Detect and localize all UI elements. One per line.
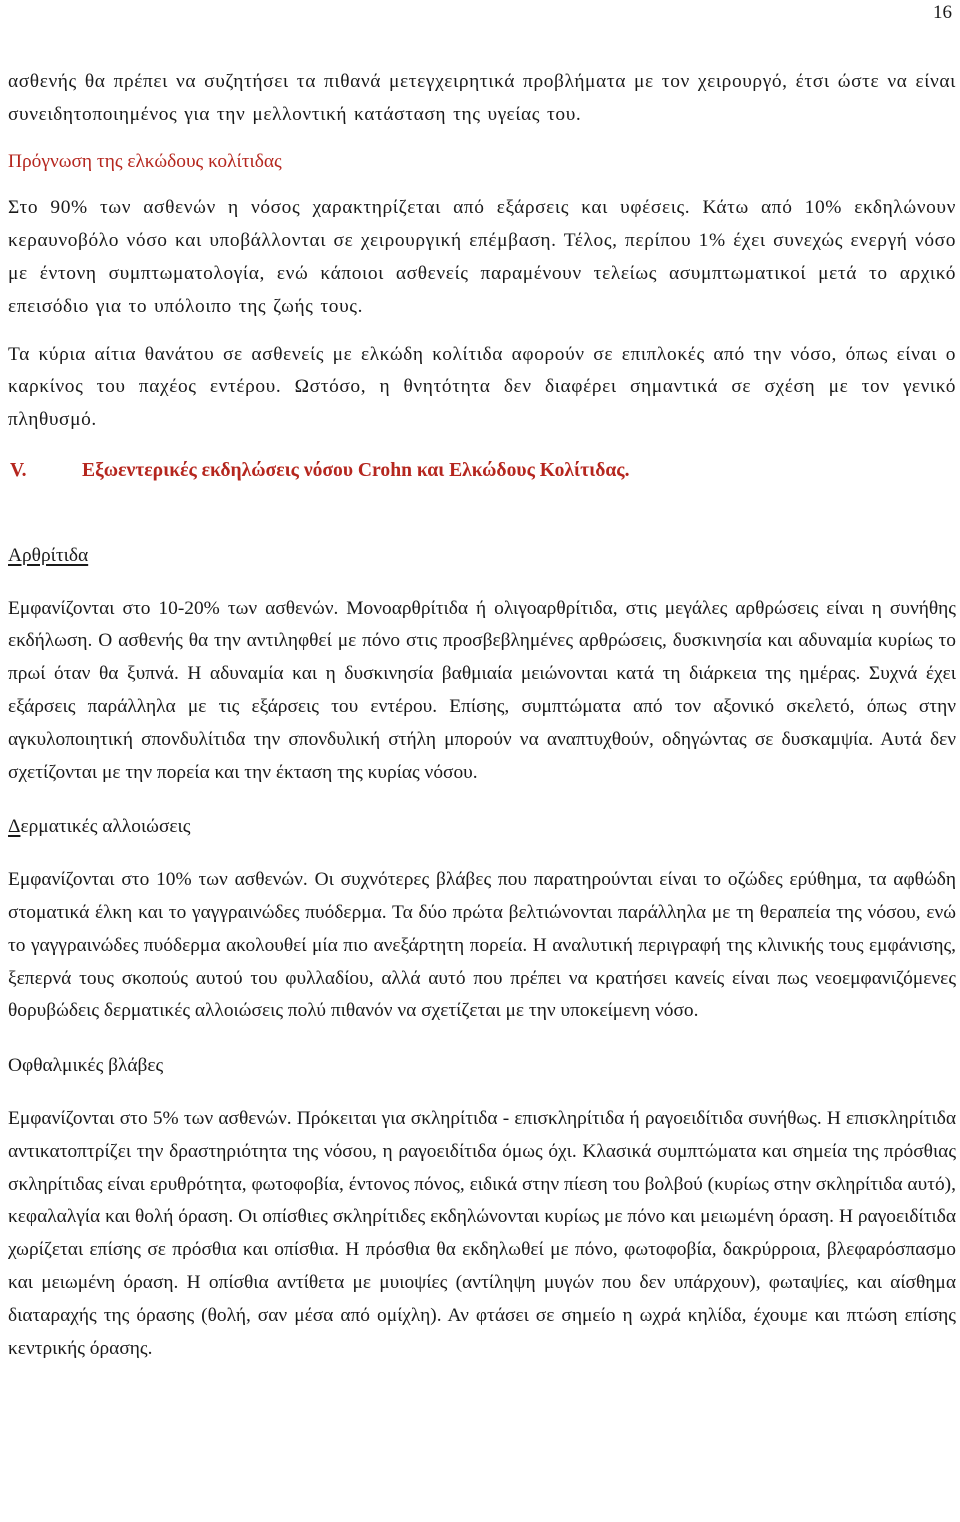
skin-heading	[8, 811, 956, 844]
document-body	[8, 66, 956, 1365]
paragraph-gap	[8, 1028, 956, 1050]
page-number: 16	[933, 2, 952, 23]
prognosis-paragraph-2: Τα κύρια αίτια θανάτου σε ασθενείς με ελκώδη κολίτιδα αφορούν σε επιπλοκές από την νόσο, όπως είναι ο καρκίνος του παχέος εντέρου. Ωστόσο, η θνητότητα δεν διαφέρει σημαντικά σε σχέση με τον γενικό πληθυσμό.	[8, 343, 956, 431]
intro-paragraph: ασθενής θα πρέπει να συζητήσει τα πιθανά μετεγχειρητικά προβλήματα με τον χειρουργό, έτσι ώστε να είναι συνειδητοποιημένος για την μελλοντική κατάσταση της υγείας του.	[8, 71, 956, 125]
arthritis-heading	[8, 540, 956, 573]
eye-paragraph: Εμφανίζονται στο 5% των ασθενών. Πρόκειται για σκληρίτιδα - επισκληρίτιδα ή ραγοειδίτιδα συνήθως. Η επισκληρίτιδα αντικατοπτρίζει την δραστηριότητα της νόσου, η ραγοειδίτιδα όμως όχι. Κλασικά συμπτώματα και σημεία της πρόσθιας σκληρίτιδας είναι ερυθρότητα, φωτοφοβία, έντονος πόνος, ειδικά στην πίεση του βολβού (κυρίως στην σκληρίτιδα αυτό), κεφαλαλγία και θολή όραση. Οι οπίσθιες σκληρίτιδες εκδηλώνονται κυρίως με πόνο και μειωμένη όραση. Η ραγοειδίτιδα χωρίζεται επίσης σε πρόσθια και οπίσθια. Η πρόσθια θα εκδηλωθεί με πόνο, φωτοφοβία, δακρύρροια, βλεφαρόσπασμο και μειωμένη όραση. Η οπίσθια αντίθετα με μυιοψίες (αντίληψη μυγών που δεν υπάρχουν), φωταψίες, και αίσθημα διαταραχής της όρασης (θολή, σαν μέσα από ομίχλη). Αν φτάσει σε σημείο η ωχρά κηλίδα, έχουμε και πτώση επίσης κεντρικής όρασης.	[8, 1107, 956, 1359]
eye-heading: Οφθαλμικές βλάβες	[8, 1055, 164, 1077]
skin-paragraph: Εμφανίζονται στο 10% των ασθενών. Οι συχνότερες βλάβες που παρατηρούνται είναι το οζώδες ερύθημα, τα αφθώδη στοματικά έλκη και το γαγγραινώδες πυόδερμα. Τα δύο πρώτα βελτιώνονται παράλληλα με τη θεραπεία της νόσου, ενώ το γαγγραινώδες πυόδερμα ακολουθεί μία πιο ανεξάρτητη πορεία. Η αναλυτική περιγραφή της κλινικής τους εμφάνισης, ξεπερνά τους σκοπούς αυτού του φυλλαδίου, αλλά αυτό που πρέπει να κρατήσει κανείς είναι πως νεοεμφανιζόμενες θορυβώδεις δερματικές αλλοιώσεις πολύ πιθανόν να σχετίζεται με την υποκείμενη νόσο.	[8, 869, 956, 1022]
arthritis-paragraph: Εμφανίζονται στο 10-20% των ασθενών. Μονοαρθρίτιδα ή ολιγοαρθρίτιδα, στις μεγάλες αρθρώσεις είναι η συνήθης εκδήλωση. Ο ασθενής θα την αντιληφθεί με πόνο στις προσβεβλημένες αρθρώσεις, δυσκινησία και αδυναμία κυρίως το πρωί όταν θα ξυπνά. Η αδυναμία και η δυσκινησία βαθμιαία μειώνονται κατά τη διάρκεια της ημέρας. Συχνά έχει εξάρσεις παράλληλα με τις εξάρσεις του εντέρου. Επίσης, συμπτώματα από τον αξονικό σκελετό, όπως στην αγκυλοποιητική σπονδυλίτιδα την σπονδυλική στήλη μπορούν να αναπτυχθούν, οδηγώντας σε δυσκαμψία. Αυτά δεν σχετίζονται με την πορεία και την έκταση της κυρίας νόσου.	[8, 597, 956, 783]
skin-heading-rest: ερματικές αλλοιώσεις	[20, 816, 191, 838]
paragraph-gap	[8, 789, 956, 811]
skin-heading-initial: Δ	[8, 816, 21, 838]
section-title: Εξωεντερικές εκδηλώσεις νόσου Crohn και Ελκώδους Κολίτιδας.	[82, 459, 630, 481]
section-heading	[8, 455, 956, 488]
paragraph-gap	[8, 324, 956, 339]
prognosis-heading: Πρόγνωση της ελκώδους κολίτιδας	[8, 150, 282, 172]
section-number: V.	[10, 459, 27, 481]
arthritis-heading-text: Αρθρίτιδα	[8, 544, 89, 566]
section-gap	[8, 488, 956, 540]
prognosis-paragraph-1: Στο 90% των ασθενών η νόσος χαρακτηρίζεται από εξάρσεις και υφέσεις. Κάτω από 10% εκδηλώνουν κεραυνοβόλο νόσο και υποβάλλονται σε χειρουργική επέμβαση. Τέλος, περίπου 1% έχει συνεχώς ενεργή νόσο με έντονη συμπτωματολογία, ενώ κάποιοι ασθενείς παραμένουν τελείως ασυμπτωματικοί μετά το αρχικό επεισόδιο για το υπόλοιπο της ζωής τους.	[8, 197, 956, 317]
